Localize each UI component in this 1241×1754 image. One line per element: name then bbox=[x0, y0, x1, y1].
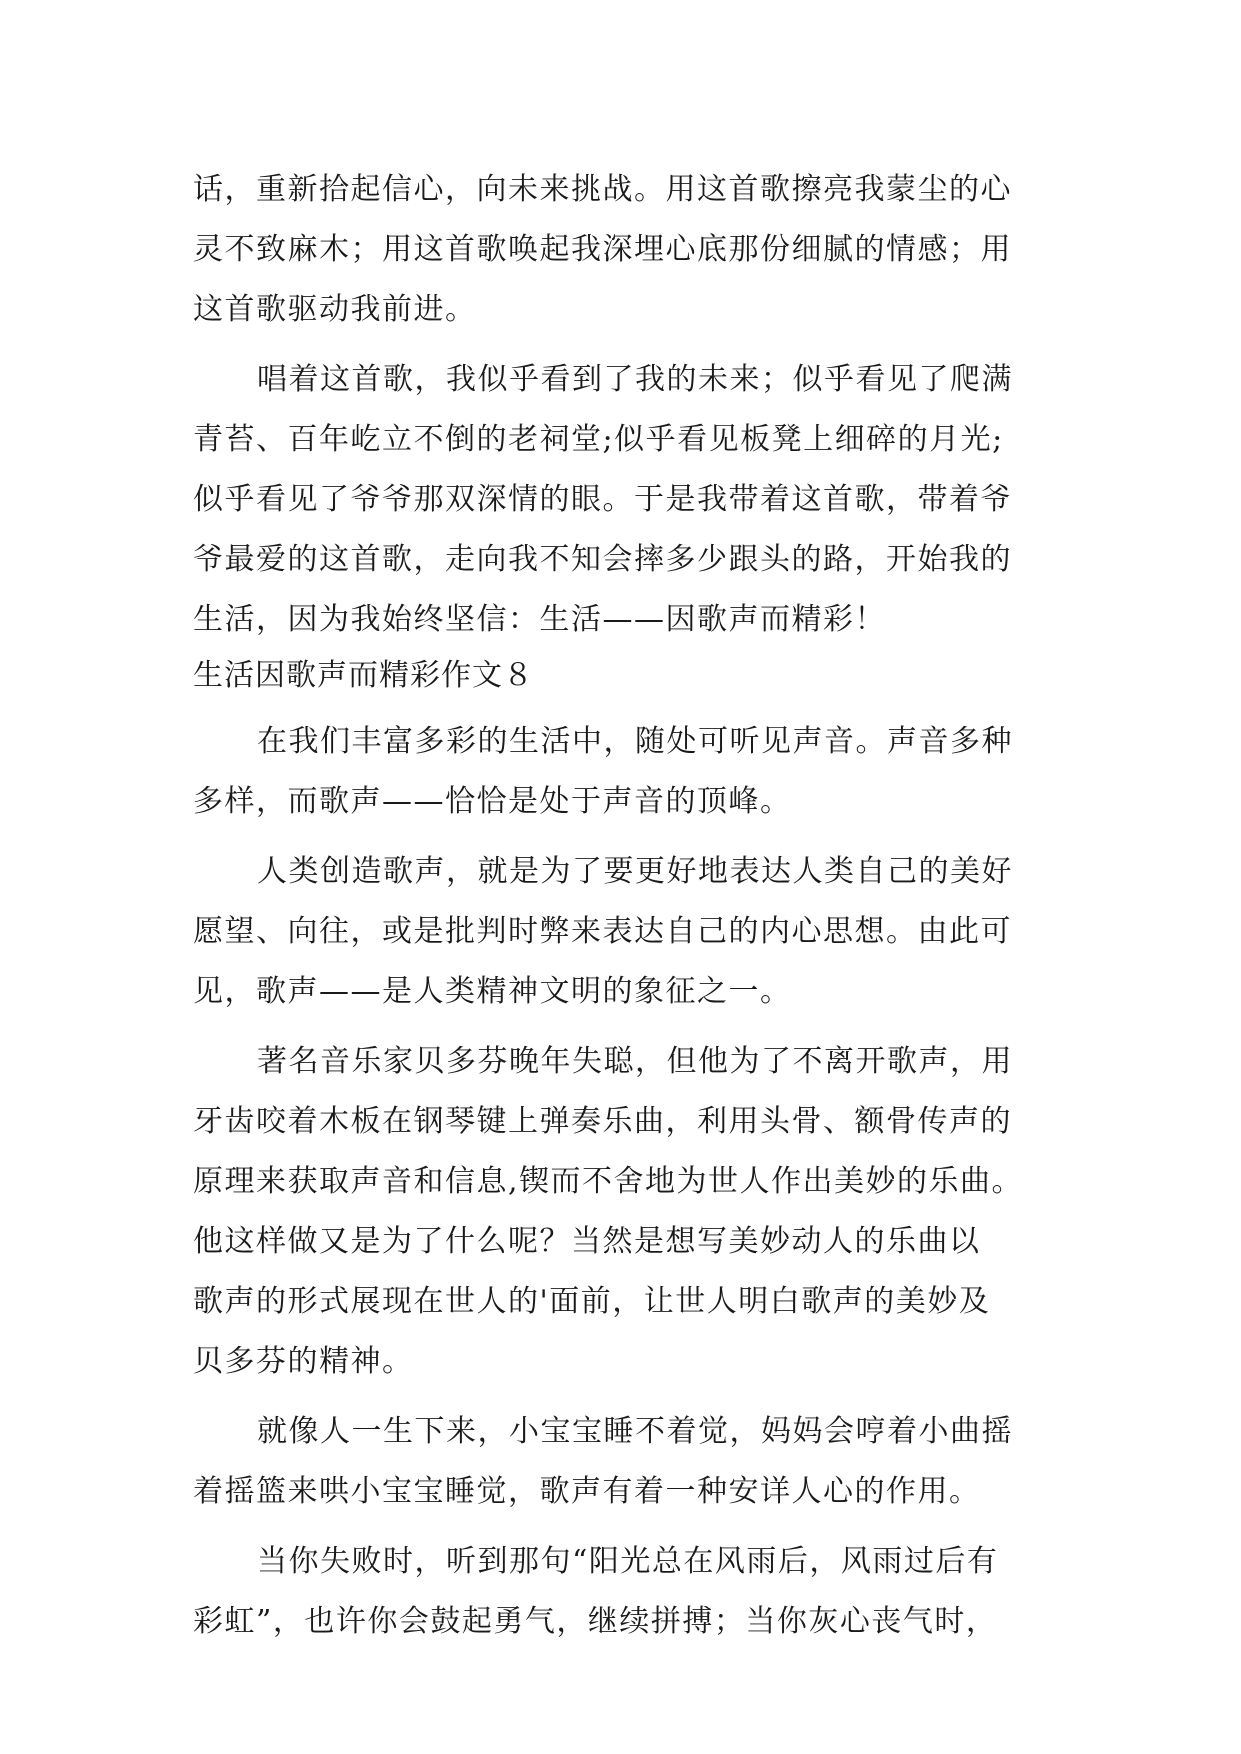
text-line: 人类创造歌声，就是为了要更好地表达人类自己的美好 bbox=[257, 854, 1013, 889]
text-line: 歌声的形式展现在世人的'面前，让世人明白歌声的美妙及 bbox=[193, 1284, 991, 1319]
paragraph bbox=[193, 350, 1053, 650]
text-line: 着摇篮来哄小宝宝睡觉，歌声有着一种安详人心的作用。 bbox=[193, 1474, 981, 1509]
text-line: 见，歌声——是人类精神文明的象征之一。 bbox=[193, 974, 792, 1009]
text-line: 多样，而歌声——恰恰是处于声音的顶峰。 bbox=[193, 784, 792, 819]
text-line: 话，重新拾起信心，向未来挑战。用这首歌擦亮我蒙尘的心 bbox=[193, 172, 1012, 207]
text-line: 原理来获取声音和信息,锲而不舍地为世人作出美妙的乐曲。 bbox=[193, 1164, 1024, 1199]
text-line: 当你失败时，听到那句“阳光总在风雨后，风雨过后有 bbox=[257, 1544, 999, 1579]
text-line: 就像人一生下来，小宝宝睡不着觉，妈妈会哼着小曲摇 bbox=[257, 1414, 1013, 1449]
text-line: 爷最爱的这首歌，走向我不知会摔多少跟头的路，开始我的 bbox=[193, 542, 1012, 577]
text-line: 牙齿咬着木板在钢琴键上弹奏乐曲，利用头骨、额骨传声的 bbox=[193, 1104, 1012, 1139]
text-line: 著名音乐家贝多芬晚年失聪，但他为了不离开歌声，用 bbox=[257, 1044, 1013, 1079]
text-line: 唱着这首歌，我似乎看到了我的未来；似乎看见了爬满 bbox=[257, 362, 1013, 397]
text-line: 他这样做又是为了什么呢？当然是想写美妙动人的乐曲以 bbox=[193, 1224, 981, 1259]
text-line: 生活，因为我始终坚信：生活——因歌声而精彩！ bbox=[193, 602, 886, 637]
text-line: 青苔、百年屹立不倒的老祠堂;似乎看见板凳上细碎的月光; bbox=[193, 422, 1004, 457]
text-line: 这首歌驱动我前进。 bbox=[193, 292, 477, 327]
paragraph-continuation bbox=[193, 160, 1053, 340]
text-line: 贝多芬的精神。 bbox=[193, 1344, 414, 1379]
text-line: 似乎看见了爷爷那双深情的眼。于是我带着这首歌，带着爷 bbox=[193, 482, 1012, 517]
paragraph bbox=[193, 842, 1053, 1022]
text-line: 彩虹”，也许你会鼓起勇气，继续拼搏；当你灰心丧气时， bbox=[193, 1604, 998, 1639]
paragraph bbox=[193, 1032, 1053, 1392]
section-heading: 生活因歌声而精彩作文８ bbox=[193, 658, 534, 693]
paragraph bbox=[193, 1402, 1053, 1522]
text-line: 在我们丰富多彩的生活中，随处可听见声音。声音多种 bbox=[257, 724, 1013, 759]
paragraph bbox=[193, 1532, 1053, 1652]
document-body bbox=[193, 160, 1053, 1652]
text-line: 愿望、向往，或是批判时弊来表达自己的内心思想。由此可 bbox=[193, 914, 1012, 949]
text-line: 灵不致麻木；用这首歌唤起我深埋心底那份细腻的情感；用 bbox=[193, 232, 1012, 267]
paragraph bbox=[193, 712, 1053, 832]
